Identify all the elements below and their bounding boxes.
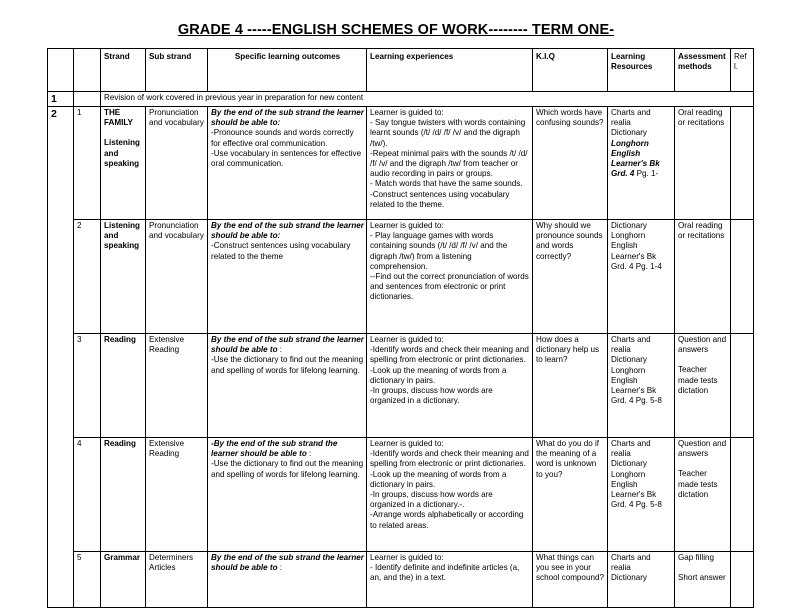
experience-item: -Look up the meaning of words from a dictionary in pairs.	[370, 365, 507, 385]
schemes-of-work-table	[47, 48, 754, 608]
kiq-text: What things can you see in your school compound?	[536, 553, 604, 583]
assessment-item: Oral reading or recitations	[678, 108, 725, 128]
revision-row	[48, 92, 754, 107]
strand-text: Reading	[104, 335, 136, 344]
table-header-row	[48, 49, 754, 92]
header-learning-outcomes: Specific learning outcomes	[208, 49, 367, 92]
experience-item: -Construct sentences using vocabulary related to the theme.	[370, 189, 510, 209]
substrand-cell	[146, 220, 208, 334]
spacer	[678, 459, 728, 469]
experience-item: -Identify words and check their meaning and spelling from electronic or print dictionaries.	[370, 345, 529, 365]
learning-experiences-cell	[367, 334, 533, 438]
resource-item: Longhorn English Learner's Bk Grd. 4 Pg. 5-8	[611, 365, 662, 406]
lesson-number: 1	[74, 107, 101, 220]
table-row	[48, 334, 754, 438]
strand-text: THE FAMILY	[104, 108, 133, 128]
assessment-methods-cell	[675, 334, 731, 438]
table-row	[48, 220, 754, 334]
learning-resources-cell	[608, 107, 675, 220]
experience-item: -Look up the meaning of words from a dictionary in pairs.	[370, 469, 507, 489]
learning-outcomes-cell	[208, 552, 367, 608]
experience-item: -In groups, discuss how words are organized in a dictionary.	[370, 386, 493, 406]
experience-item: Learner is guided to:	[370, 553, 444, 562]
kiq-text: Why should we pronounce sounds and words correctly?	[536, 221, 603, 261]
outcome-item: -Use the dictionary to find out the meaning and spelling of words for lifelong learning.	[211, 459, 364, 479]
experience-item: - Match words that have the same sounds.	[370, 179, 523, 189]
header-strand: Strand	[101, 49, 146, 92]
header-substrand: Sub strand	[146, 49, 208, 92]
experience-item: - Play language games with words containing sounds (/t/ /d/ /f/ /v/ and the digraph /tw/) from a listening comprehension.	[370, 231, 508, 271]
lesson-number: 2	[74, 220, 101, 334]
table-row	[48, 438, 754, 552]
strand-text: Listening and speaking	[104, 138, 140, 168]
header-assessment-methods: Assessment methods	[675, 49, 731, 92]
substrand-cell	[146, 438, 208, 552]
strand-cell	[101, 334, 146, 438]
experience-item: Learner is guided to:	[370, 335, 444, 344]
strand-cell	[101, 552, 146, 608]
outcome-item: -Pronounce sounds and words correctly for effective oral communication.	[211, 128, 354, 148]
resource-item: Dictionary	[611, 459, 647, 469]
resource-book: Longhorn English Learner's Bk Grd. 4	[611, 138, 660, 179]
header-learning-resources: Learning Resources	[608, 49, 675, 92]
assessment-item: Question and answers	[678, 439, 727, 459]
strand-cell	[101, 438, 146, 552]
substrand-text: Extensive Reading	[149, 439, 185, 459]
experience-item: --Find out the correct pronunciation of words and sentences from electronic or print dictionaries.	[370, 272, 529, 302]
header-reflection: Ref l.	[731, 49, 754, 92]
strand-cell	[101, 220, 146, 334]
experience-item: -Identify words and check their meaning and spelling from electronic or print dictionaries.	[370, 449, 529, 469]
document-title: GRADE 4 -----ENGLISH SCHEMES OF WORK-------- TERM ONE-	[177, 22, 615, 38]
lesson-number: 4	[74, 438, 101, 552]
kiq-cell	[533, 552, 608, 608]
assessment-methods-cell	[675, 438, 731, 552]
kiq-cell	[533, 220, 608, 334]
reflection-cell	[731, 334, 754, 438]
substrand-text: Extensive Reading	[149, 335, 185, 355]
experience-item: Learner is guided to:	[370, 221, 444, 230]
assessment-item: Teacher made tests dictation	[678, 469, 718, 499]
learning-experiences-cell	[367, 552, 533, 608]
kiq-text: What do you do if the meaning of a word is unknown to you?	[536, 439, 599, 479]
assessment-item: Gap filling	[678, 553, 714, 562]
revision-lesson	[74, 92, 101, 107]
outcomes-lead: By the end of the sub strand the learner should be able to:	[211, 108, 364, 128]
outcomes-lead-tail: :	[277, 345, 283, 355]
table-row	[48, 107, 754, 220]
resource-item: Charts and realia	[611, 108, 651, 128]
outcome-item: -Use vocabulary in sentences for effective oral communication.	[211, 148, 362, 169]
resource-item: Dictionary	[611, 128, 647, 138]
assessment-item: Oral reading or recitations	[678, 221, 725, 241]
strand-text: Reading	[104, 439, 136, 448]
experience-item: -In groups, discuss how words are organized in a dictionary.-.	[370, 490, 493, 510]
week-number: 1	[48, 92, 74, 107]
learning-outcomes-cell	[208, 107, 367, 220]
assessment-item: Question and answers	[678, 335, 727, 355]
assessment-methods-cell	[675, 220, 731, 334]
outcomes-lead: -By the end of the sub strand the learner should be able to	[211, 439, 338, 459]
reflection-cell	[731, 220, 754, 334]
experience-item: - Say tongue twisters with words containing learnt sounds (/t/ /d/ /f/ /v/ and the digraph /tw/).	[370, 118, 526, 148]
substrand-text: Pronunciation and vocabulary	[149, 108, 204, 128]
lesson-number: 3	[74, 334, 101, 438]
substrand-text: Determiners Articles	[149, 553, 194, 573]
learning-outcomes-cell	[208, 334, 367, 438]
resource-book-page: Pg. 1-	[634, 169, 659, 179]
experience-item: -Repeat minimal pairs with the sounds /t/ /d/ /f/ /v/ and the digraph /tw/ from teacher or audio recording in pairs or groups.	[370, 148, 528, 179]
learning-resources-cell	[608, 552, 675, 608]
outcomes-lead: By the end of the sub strand the learner should be able to	[211, 553, 364, 573]
resource-item: Dictionary	[611, 573, 647, 583]
substrand-text: Pronunciation and vocabulary	[149, 221, 204, 241]
outcomes-lead-tail: :	[306, 449, 312, 459]
resource-item: Charts and realia	[611, 439, 651, 459]
strand-cell	[101, 107, 146, 220]
reflection-cell	[731, 107, 754, 220]
reflection-cell	[731, 438, 754, 552]
kiq-text: Which words have confusing sounds?	[536, 108, 604, 128]
resource-item: Dictionary	[611, 221, 647, 230]
substrand-cell	[146, 107, 208, 220]
learning-experiences-cell	[367, 438, 533, 552]
experience-item: Learner is guided to:	[370, 108, 444, 117]
spacer	[104, 128, 143, 138]
experience-item: Learner is guided to:	[370, 439, 444, 448]
learning-outcomes-cell	[208, 220, 367, 334]
header-learning-experiences: Learning experiences	[367, 49, 533, 92]
substrand-cell	[146, 552, 208, 608]
reflection-cell	[731, 552, 754, 608]
header-lesson	[74, 49, 101, 92]
experience-item: - Identify definite and indefinite articles (a, an, and the) in a text.	[370, 563, 520, 583]
learning-experiences-cell	[367, 220, 533, 334]
learning-outcomes-cell	[208, 438, 367, 552]
assessment-item: Short answer	[678, 573, 726, 583]
kiq-cell	[533, 334, 608, 438]
header-kiq: K.I.Q	[533, 49, 608, 92]
resource-item: Longhorn English Learner's Bk Grd. 4 Pg. 5-8	[611, 469, 662, 510]
outcomes-lead: By the end of the sub strand the learner should be able to:	[211, 221, 364, 241]
week-number: 2	[48, 107, 74, 608]
outcome-item: -Construct sentences using vocabulary related to the theme	[211, 241, 351, 261]
assessment-methods-cell	[675, 552, 731, 608]
learning-resources-cell	[608, 220, 675, 334]
learning-resources-cell	[608, 438, 675, 552]
header-week	[48, 49, 74, 92]
strand-text: Listening and speaking	[104, 221, 140, 251]
experience-item: -Arrange words alphabetically or according to related areas.	[370, 510, 524, 530]
assessment-methods-cell	[675, 107, 731, 220]
resource-item: Dictionary	[611, 355, 647, 365]
kiq-cell	[533, 107, 608, 220]
resource-item: Longhorn English Learner's Bk Grd. 4 Pg. 1-4	[611, 231, 662, 271]
learning-resources-cell	[608, 334, 675, 438]
outcomes-lead: By the end of the sub strand the learner should be able to	[211, 335, 364, 355]
strand-text: Grammar	[104, 553, 140, 562]
lesson-number: 5	[74, 552, 101, 608]
kiq-cell	[533, 438, 608, 552]
outcome-item: -Use the dictionary to find out the meaning and spelling of words for lifelong learning.	[211, 355, 364, 375]
resource-item: Charts and realia	[611, 335, 651, 355]
assessment-item: Teacher made tests dictation	[678, 365, 718, 395]
learning-experiences-cell	[367, 107, 533, 220]
spacer	[678, 355, 728, 365]
kiq-text: How does a dictionary help us to learn?	[536, 335, 599, 365]
spacer	[678, 563, 728, 573]
resource-item: Charts and realia	[611, 553, 651, 573]
outcomes-lead-tail: :	[277, 563, 283, 573]
substrand-cell	[146, 334, 208, 438]
revision-text: Revision of work covered in previous year in preparation for new content	[101, 92, 754, 107]
table-row	[48, 552, 754, 608]
